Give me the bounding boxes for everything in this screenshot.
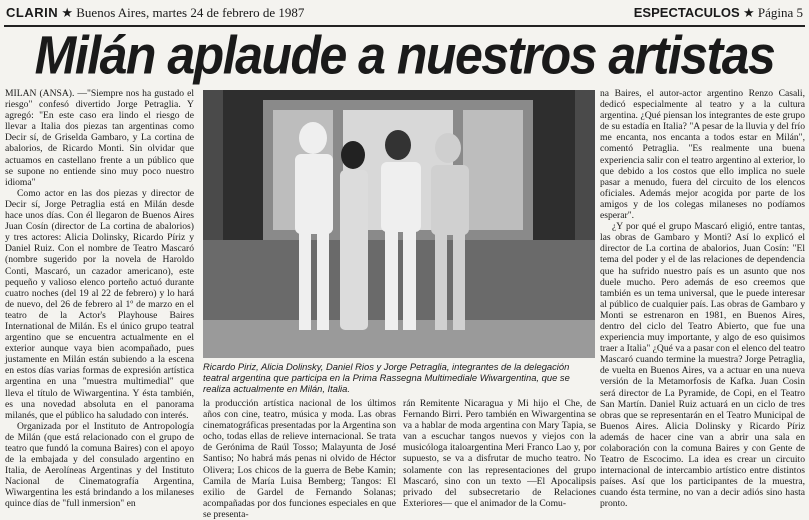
dateline: ★ Buenos Aires, martes 24 de febrero de 1987 — [61, 5, 305, 20]
news-photo — [203, 90, 595, 358]
article-column-1 — [5, 88, 194, 513]
section-label — [634, 5, 803, 21]
article-column-3 — [403, 398, 596, 515]
paragraph: MILAN (ANSA). —"Siempre nos ha gustado el riesgo" confesó divertido Jorge Petraglia. Y agregó: "En este caso era lindo el riesgo de llevar a Italia dos piezas tan argentinas como Decir sí, de Griselda Gambaro, y La cortina de abalorios, de Ricardo Monti. Sin olvidar que actuamos en castellano frente a un público que se supone no entiende sino muy poco nuestro idioma" — [5, 88, 194, 188]
newspaper-name: CLARIN — [6, 5, 59, 20]
paragraph: na Baires, el autor-actor argentino Renzo Casali, dedicó especialmente al teatro y a la cultura argentina. ¿Qué piensan los integrantes de este grupo de su estadía en Italia? "A pesar de la lluvia y del frío me encanta, nos encanta a todos estar en Milán", comentó Petraglia. "Es realmente una buena experiencia salir con el teatro argentino al exterior, lo que debido a los costos que ello implica no suele pasar a menudo, fuera del circuito de los elencos oficiales. Además mejor acogida por parte de los amigos y de los colegas milaneses no podíamos esperar". — [600, 88, 805, 222]
section-name: ESPECTACULOS — [633, 5, 740, 20]
page-number: ★ Página 5 — [742, 5, 803, 20]
paragraph: Organizada por el Instituto de Antropología de Milán (que está relacionado con el grupo de teatro que fundó la comuna Baires) con el apoyo de la embajada y del consulado argentino en Italia, de Aerolíneas Argentinas y del Instituto Nacional de Cinematografía Argentina, Wiwargentina les está brindando a los milaneses quince días de "full inmersion" en — [5, 420, 194, 510]
paragraph: ¿Y por qué el grupo Mascaró eligió, entre tantas, las obras de Gambaro y Monti? Así lo explicó el director de La cortina de abalorios, Juan Cosín: "El tema del poder y el de las relaciones de dependencia que ha sufrido nuestro país es un asunto que nos duele mucho. Pero además de eso creemos que también es un tema universal, que le puede interesar al público de cualquier país. Las obras de Gambaro y Monti se estrenaron en 1981, en Buenos Aires, dentro del ciclo del Teatro Abierto, que fue una experiencia muy importante, y algo de eso quisimos traer a Italia" ¿Qué va a pasar con el elenco del teatro Mascaró cuando termine la muestra? Jorge Petraglia, de vuelta en Buenos Aires, va a actuar en una nueva versión de la Metamorfosis de Kafka. Juan Cosin será director de La Pyramide, de Copi, en el Teatro San Martín. Daniel Ruiz actuará en un ciclo de tres obras que se representarán en el Teatro Municipal de Buenos Aires. Alicia Dolinsky y Ricardo Píriz además de hacer cine van a abrir una sala en colaboración con la comuna Baires y con Gente de Teatro de Escocimo. La idea es crear un circuito internacional de intercambio artístico entre distintos países. Así que los participantes de la muestra, cuando ésta termine, no van a decir adiós sino hasta pronto. — [600, 221, 806, 510]
article-column-2 — [203, 398, 396, 520]
headline: Milán aplaude a nuestros artistas — [34, 24, 775, 85]
paragraph: la producción artística nacional de los últimos años con cine, teatro, música y moda. Las obras cinematográficas presentadas por la Argentina son ocho, todas ellas de relieve internacional. Se trata de Gerónima de Raúl Tosso; Malayunta de José Santiso; No habrá más penas ni olvido de Héctor Olivera; Los chicos de la guerra de Bebe Kamin; Camila de María Luisa Bemberg; Tangos: El exilio de Gardel de Fernando Solanas; acompañadas por dos funciones especiales en que se presenta- — [203, 398, 396, 520]
paragraph: rán Remitente Nicaragua y Mi hijo el Che, de Fernando Birri. Pero también en Wiwargentina se va a hablar de moda argentina con Mary Tapia, se van a escuchar tangos nuevos y viejos con la musicóloga italoargentina Meri Franco Lao y, por supuesto, se va a disfrutar de mucho teatro. No solamente con las representaciones del grupo Mascaró, sino con un texto —El Apocalipsis privado del subsecretario de Relaciones Exteriores— que el animador de la Comu- — [403, 398, 596, 509]
paragraph: Como actor en las dos piezas y director de Decir sí, Jorge Petraglia está en Milán desde hace unos días. Con él llegaron de Buenos Aires Juan Cosín (director de La cortina de abalorios) y tres actores: Alicia Dolinsky, Ricardo Píriz y Daniel Ruiz. Con el nombre de Teatro Mascaró (nombre sugerido por la novela de Haroldo Conti, Mascaró, un cazador americano), este pequeño y valioso elenco porteño actuó durante cuatro noches (del 19 al 22 de febrero) y lo hará de nuevo, del 26 de febrero al 1º de marzo en el teatro de la Actor's Playhouse Baires International de Milán. Es el único grupo teatral argentino que se encuentra actualmente en el exterior aunque vaya bien acompañado, pues justamente en Milán están subiendo a la escena en estos días varias formas de expresión artística argentina en una "muestra multimedial" que lleva el título de Wiwargentina. Y ésta también, es una novedad absoluta en el panorama milanés, que el público ha saludado con interés. — [5, 187, 194, 421]
article-column-4 — [600, 88, 805, 513]
photo-caption: Ricardo Piriz, Alicia Dolinsky, Daniel Rios y Jorge Petraglia, integrantes de la delegación teatral argentina que participa en la Prima Rassegna Multimediale Wiwargentina, que se realiza actualmente en Milán, Italia. — [203, 361, 570, 394]
masthead — [6, 5, 304, 21]
